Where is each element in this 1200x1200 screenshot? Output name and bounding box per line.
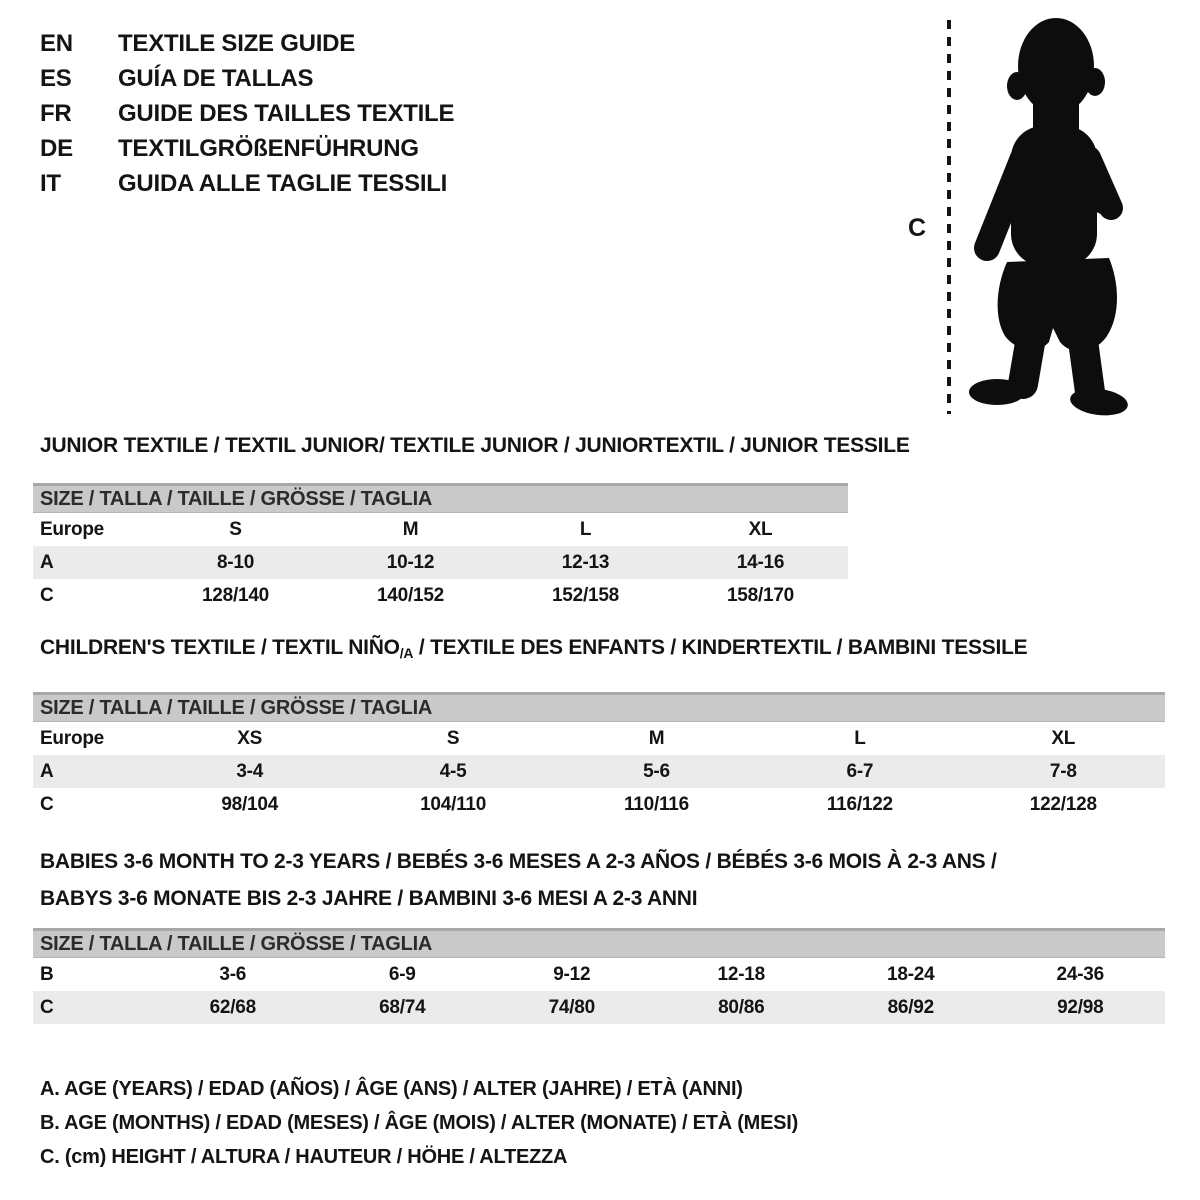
table-cell: 9-12: [553, 963, 591, 985]
children-title-suffix: / TEXTILE DES ENFANTS / KINDERTEXTIL / BAMBINI TESSILE: [413, 636, 1028, 659]
table-cell: 12-18: [717, 963, 765, 985]
row-label: A: [40, 760, 54, 782]
legend-line-a: A. AGE (YEARS) / EDAD (AÑOS) / ÂGE (ANS) / ALTER (JAHRE) / ETÀ (ANNI): [40, 1078, 743, 1100]
language-code: IT: [40, 170, 61, 197]
language-row-fr: [40, 96, 454, 131]
table-row-europe: [33, 722, 1165, 755]
table-cell: 122/128: [1029, 793, 1097, 815]
legend-line-b: B. AGE (MONTHS) / EDAD (MESES) / ÂGE (MOIS) / ALTER (MONATE) / ETÀ (MESI): [40, 1112, 799, 1134]
language-code: EN: [40, 30, 73, 57]
table-cell: 110/116: [624, 793, 689, 815]
row-label: B: [40, 963, 54, 985]
table-cell: 80/86: [718, 996, 765, 1018]
table-cell: 10-12: [386, 551, 435, 573]
table-cell: 3-6: [219, 963, 247, 985]
language-title-list: [40, 26, 454, 201]
table-cell: 140/152: [376, 584, 444, 606]
table-cell: 98/104: [221, 793, 279, 815]
children-section-title: [40, 636, 1027, 661]
babies-title-line1: BABIES 3-6 MONTH TO 2-3 YEARS / BEBÉS 3-6 MESES A 2-3 AÑOS / BÉBÉS 3-6 MOIS À 2-3 ANS /: [40, 850, 997, 873]
table-cell: 8-10: [216, 551, 255, 573]
junior-table-header: SIZE / TALLA / TAILLE / GRÖSSE / TAGLIA: [33, 483, 848, 513]
legend-line-c: C. (cm) HEIGHT / ALTURA / HAUTEUR / HÖHE / ALTEZZA: [40, 1146, 568, 1168]
children-title-prefix: CHILDREN'S TEXTILE / TEXTIL NIÑO: [40, 636, 400, 659]
table-cell: M: [402, 518, 419, 540]
table-cell: 116/122: [826, 793, 893, 815]
table-cell: 24-36: [1056, 963, 1104, 985]
table-cell: S: [446, 727, 460, 749]
babies-table-header: SIZE / TALLA / TAILLE / GRÖSSE / TAGLIA: [33, 928, 1165, 958]
table-cell: 158/170: [726, 584, 794, 606]
row-label: C: [40, 584, 54, 606]
table-cell: 4-5: [439, 760, 467, 782]
children-table-header: SIZE / TALLA / TAILLE / GRÖSSE / TAGLIA: [33, 692, 1165, 722]
table-cell: 92/98: [1057, 996, 1104, 1018]
row-label: Europe: [40, 727, 105, 749]
guide-title-it: GUIDA ALLE TAGLIE TESSILI: [118, 170, 448, 197]
row-label: C: [40, 996, 54, 1018]
table-cell: 3-4: [236, 760, 264, 782]
table-cell: 7-8: [1049, 760, 1077, 782]
table-cell: S: [229, 518, 242, 540]
table-cell: XL: [748, 518, 773, 540]
table-cell: 6-9: [388, 963, 416, 985]
table-cell: 18-24: [887, 963, 935, 985]
guide-title-es: GUÍA DE TALLAS: [118, 65, 314, 92]
language-code: FR: [40, 100, 72, 127]
junior-section-title: JUNIOR TEXTILE / TEXTIL JUNIOR/ TEXTILE JUNIOR / JUNIORTEXTIL / JUNIOR TESSILE: [40, 434, 910, 457]
table-row-age-months: [33, 958, 1165, 991]
table-cell: 104/110: [420, 793, 487, 815]
measurement-legend: [40, 1072, 798, 1174]
babies-title-line2: BABYS 3-6 MONATE BIS 2-3 JAHRE / BAMBINI 3-6 MESI A 2-3 ANNI: [40, 887, 698, 910]
table-cell: 14-16: [736, 551, 785, 573]
height-measure-dashed-line: [946, 18, 952, 416]
table-row-height: [33, 788, 1165, 821]
table-cell: 74/80: [548, 996, 595, 1018]
toddler-silhouette: [963, 16, 1133, 416]
table-row-height: [33, 579, 848, 612]
table-row-europe: [33, 513, 848, 546]
table-cell: 86/92: [887, 996, 934, 1018]
table-cell: M: [648, 727, 665, 749]
children-size-table: [33, 692, 1165, 821]
height-measure-label: C: [908, 214, 926, 242]
language-row-es: [40, 61, 454, 96]
table-cell: 12-13: [561, 551, 610, 573]
guide-title-en: TEXTILE SIZE GUIDE: [118, 30, 356, 57]
babies-size-table: [33, 928, 1165, 1024]
table-cell: 68/74: [379, 996, 426, 1018]
language-row-it: [40, 166, 454, 201]
guide-title-de: TEXTILGRÖßENFÜHRUNG: [118, 135, 419, 162]
language-row-de: [40, 131, 454, 166]
table-cell: 6-7: [846, 760, 874, 782]
guide-title-fr: GUIDE DES TAILLES TEXTILE: [118, 100, 455, 127]
table-cell: 128/140: [201, 584, 269, 606]
row-label: Europe: [40, 518, 105, 540]
language-code: ES: [40, 65, 72, 92]
language-row-en: [40, 26, 454, 61]
babies-section-title: [40, 843, 997, 917]
row-label: A: [40, 551, 54, 573]
language-code: DE: [40, 135, 73, 162]
row-label: C: [40, 793, 54, 815]
table-cell: 5-6: [643, 760, 670, 782]
table-cell: XL: [1051, 727, 1076, 749]
table-cell: 62/68: [209, 996, 256, 1018]
junior-size-table: [33, 483, 848, 612]
table-row-height: [33, 991, 1165, 1024]
table-row-age: [33, 755, 1165, 788]
table-cell: 152/158: [551, 584, 619, 606]
table-cell: XS: [237, 727, 263, 749]
table-row-age: [33, 546, 848, 579]
table-cell: L: [854, 727, 866, 749]
children-title-sub: /A: [399, 645, 414, 661]
table-cell: L: [579, 518, 592, 540]
